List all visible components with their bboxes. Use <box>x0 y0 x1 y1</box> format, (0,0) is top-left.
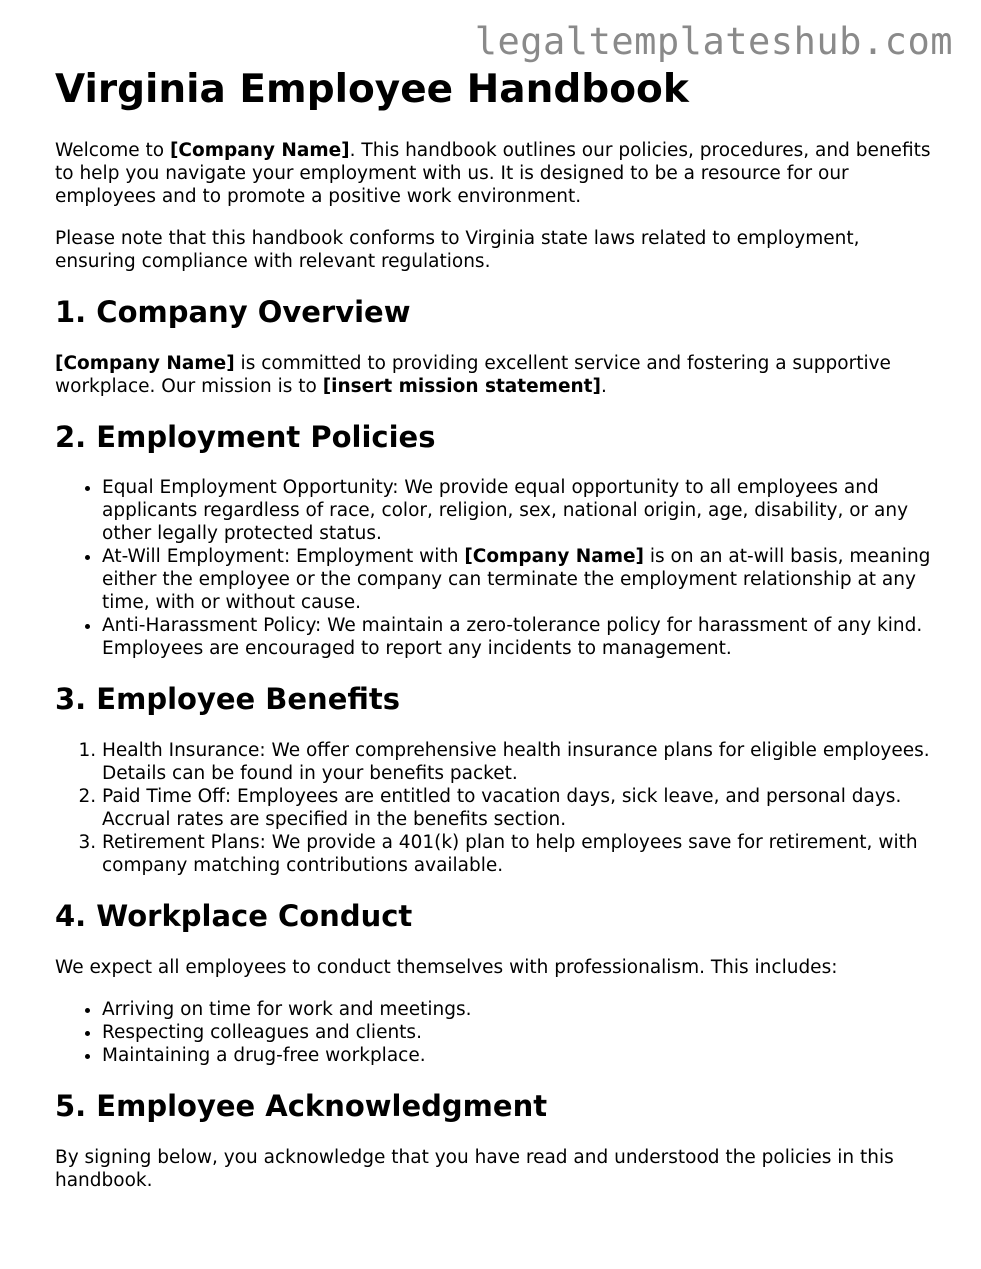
document-title: Virginia Employee Handbook <box>55 67 689 112</box>
company-name-placeholder: [Company Name] <box>169 139 350 161</box>
section-heading-overview: 1. Company Overview <box>55 294 411 329</box>
intro-paragraph: Welcome to [Company Name]. This handbook outlines our policies, procedures, and benefits to help you navigate your employment with us. It is designed to be a resource for our employees and to promote a positive work environment. <box>55 139 931 207</box>
mission-placeholder: [insert mission statement] <box>322 375 601 397</box>
conduct-list <box>55 998 935 1067</box>
list-item: • Anti-Harassment Policy: We maintain a zero-tolerance policy for harassment of any kind. Employees are encouraged to report any incidents to management. <box>102 614 935 660</box>
list-item: • Respecting colleagues and clients. <box>102 1021 935 1044</box>
acknowledgment-paragraph: By signing below, you acknowledge that you have read and understood the policies in this handbook. <box>55 1146 894 1191</box>
document-page <box>55 68 935 1211</box>
company-name-placeholder: [Company Name] <box>55 352 235 374</box>
compliance-paragraph: Please note that this handbook conforms to Virginia state laws related to employment, ensuring compliance with relevant regulations. <box>55 227 860 272</box>
list-item: 2. Paid Time Off: Employees are entitled to vacation days, sick leave, and personal days. Accrual rates are specified in the benefits section. <box>102 785 935 831</box>
overview-paragraph: [Company Name] is committed to providing excellent service and fostering a supportive workplace. Our mission is to [insert mission statement]. <box>55 352 891 397</box>
section-heading-acknowledgment: 5. Employee Acknowledgment <box>55 1089 548 1124</box>
section-heading-policies: 2. Employment Policies <box>55 419 436 454</box>
list-item: • Arriving on time for work and meetings. <box>102 998 935 1021</box>
list-item: 1. Health Insurance: We offer comprehensive health insurance plans for eligible employees. Details can be found in your benefits packet. <box>102 739 935 785</box>
conduct-intro: We expect all employees to conduct themselves with professionalism. This includes: <box>55 957 838 979</box>
section-heading-benefits: 3. Employee Benefits <box>55 682 400 717</box>
section-heading-conduct: 4. Workplace Conduct <box>55 899 413 934</box>
policies-list <box>55 476 935 660</box>
list-item: • At-Will Employment: Employment with [Company Name] is on an at-will basis, meaning either the employee or the company can terminate the employment relationship at any time, with or without cause. <box>102 545 935 614</box>
benefits-list <box>55 739 935 877</box>
list-item: • Equal Employment Opportunity: We provide equal opportunity to all employees and applicants regardless of race, color, religion, sex, national origin, age, disability, or any other legally protected status. <box>102 476 935 545</box>
company-name-placeholder: [Company Name] <box>464 546 644 568</box>
watermark-text: legaltemplateshub.com <box>474 20 953 63</box>
list-item: 3. Retirement Plans: We provide a 401(k) plan to help employees save for retirement, with company matching contributions available. <box>102 831 935 877</box>
list-item: • Maintaining a drug-free workplace. <box>102 1044 935 1067</box>
